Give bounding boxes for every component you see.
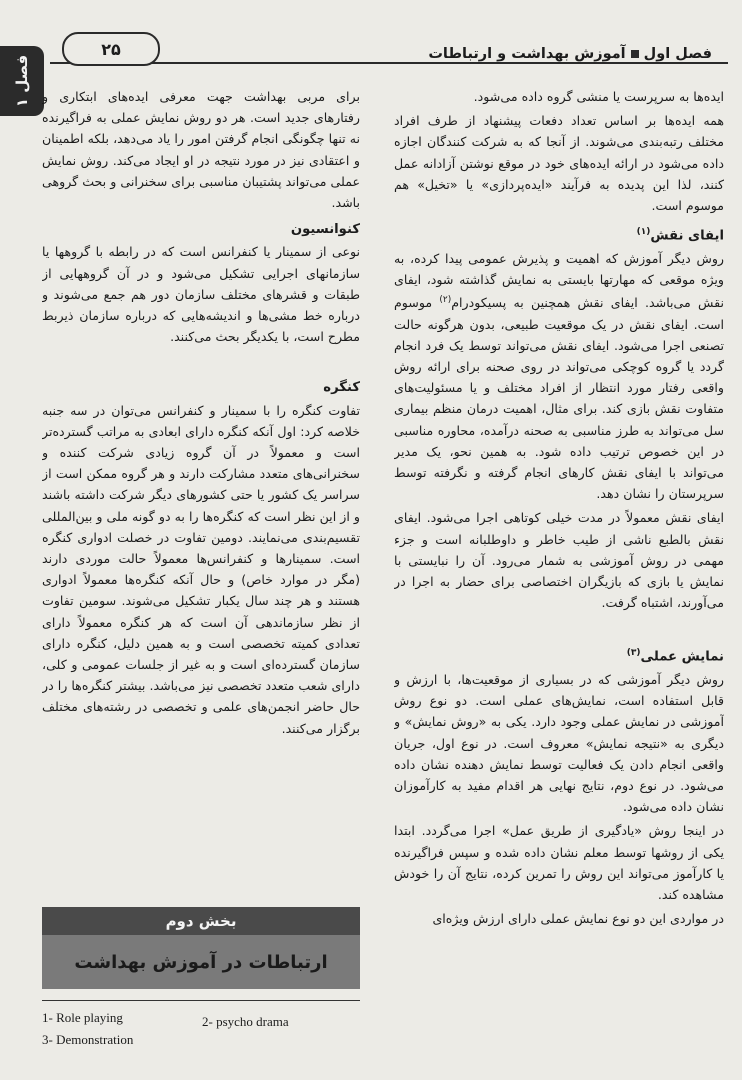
section-title: ارتباطات در آموزش بهداشت — [74, 951, 328, 973]
right-text-column — [394, 86, 724, 1066]
paragraph — [394, 908, 724, 929]
paragraph — [394, 669, 724, 817]
footnote-rule — [42, 1000, 360, 1001]
left-text-column — [42, 86, 360, 866]
footnotes — [42, 1008, 362, 1058]
footnote-3: 3- Demonstration — [42, 1032, 134, 1047]
square-bullet-icon — [631, 50, 639, 58]
running-head-topic: آموزش بهداشت و ارتباطات — [428, 46, 626, 62]
footnote-2: 2- psycho drama — [202, 1014, 289, 1029]
section-heading-box — [42, 907, 360, 989]
footnote-marker: (۱) — [636, 227, 651, 238]
heading-text: کنگره — [323, 380, 360, 396]
paragraph-text: ایفای نقش معمولاً در مدت خیلی کوتاهی اجرا می‌شود. ایفای نقش بالطبع ناشی از طیب خاطر و داوطلبانه است و جزء مهمی در روش آموزشی به شمار می‌رود. آن را نبایستی با نمایش یا بازی که بازیگران اختصاصی برای حضار به اجرا در می‌آورند، اشتباه گرفت. — [394, 510, 724, 611]
running-head — [428, 46, 712, 62]
section-heading — [42, 219, 360, 240]
chapter-side-tab — [0, 46, 44, 116]
section-part-label: بخش دوم — [42, 907, 360, 935]
paragraph-text: همه ایده‌ها بر اساس تعداد دفعات پیشنهاد از طرف افراد مختلف رتبه‌بندی می‌شوند. از آنجا که به شرکت کنندگان اجازه داده می‌شود در ارائه ایده‌های خود در موقع نوشتن آزادانه عمل کنند، لذا این پدیده به فرآیند «ایده‌پردازی» یا «تخیل» هم موسوم است. — [394, 113, 724, 214]
paragraph — [394, 820, 724, 905]
section-heading — [394, 222, 724, 247]
heading-text: نمایش عملی — [640, 649, 724, 665]
paragraph-text: در اینجا روش «یادگیری از طریق عمل» اجرا می‌گردد. ابتدا یکی از روشها توسط معلم نشان داده شده و سپس فراگیرنده یا کارآموز می‌تواند این روش را تمرین کرده، نتایج آن را خودش مشاهده کند. — [394, 823, 724, 903]
paragraph-text: تفاوت کنگره را با سمینار و کنفرانس می‌توان در سه جنبه خلاصه کرد: اول آنکه کنگره دارای ابعادی به مراتب گسترده‌تر است و معمولاً در آن گروه زیادی شرکت کننده و سخنرانی‌های متعدد مشارکت دارند و هر گروه ممکن است از سراسر یک کشور یا حتی کشورهای دیگر شرکت داشته باشند و از این نظر است که کنگره‌ها را به دو گونه ملی و بین‌المللی تقسیم‌بندی می‌نمایند. دومین تفاوت در خصلت ادواری کنگره است. سمینارها و کنفرانس‌ها معمولاً حالت موردی دارند (مگر در موارد خاص) و حال آنکه کنگره‌ها معمولاً ادواری هستند و هر چند سال یکبار تشکیل می‌شوند. سومین تفاوت از نظر سازماندهی آن است که هر کنگره معمولاً دارای تعدادی کمیته تخصصی است و به همین دلیل، کنگره دارای سازمان گسترده‌ای است و به غیر از جلسات عمومی و کلی، دارای شعب متعدد تخصصی نیز می‌باشد. بیشتر کنگره‌ها را در حال حاضر انجمن‌های علمی و تخصصی در رشته‌های مختلف برگزار می‌کنند. — [42, 402, 360, 736]
section-heading — [394, 643, 724, 668]
footnote-marker: (۳) — [626, 648, 641, 659]
section-heading — [42, 377, 360, 398]
paragraph-text: نوعی از سمینار یا کنفرانس است که در رابطه با گروهها یا سازمانهای اجرایی تشکیل می‌شود و در آن گروههایی از طبقات و قشرهای مختلف سازمان دور هم جمع می‌شوند و درباره خط مشی‌ها و اندیشه‌هایی که درباره سازمان ذیربط مطرح است، با یکدیگر بحث می‌کنند. — [42, 244, 360, 345]
page-number-badge — [62, 32, 160, 66]
paragraph — [42, 400, 360, 739]
paragraph — [42, 86, 360, 213]
heading-text: ایفای نقش — [650, 228, 724, 244]
paragraph — [394, 248, 724, 505]
paragraph-text: برای مربی بهداشت جهت معرفی ایده‌های ابتکاری و رفتارهای جدید است. هر دو روش نمایش عملی به فراگیرنده نه تنها چگونگی انجام گرفتن امور را یاد می‌دهد، بلکه اطمینان و اعتقادی نیز در مورد نتیجه در او ایجاد می‌کند. روش نمایش عملی می‌تواند پشتیبان مناسبی برای سخنرانی و بحث گروهی باشد. — [42, 89, 360, 211]
paragraph-text: در مواردی این دو نوع نمایش عملی دارای ارزش ویژه‌ای — [432, 911, 724, 927]
chapter-side-tab-label: فصل ۱ — [13, 54, 31, 108]
page-number: ۲۵ — [101, 39, 121, 59]
heading-text: کنوانسیون — [290, 222, 360, 238]
paragraph-text: ایده‌ها به سرپرست یا منشی گروه داده می‌شود. — [473, 89, 724, 104]
page-header — [50, 32, 728, 70]
paragraph — [42, 241, 360, 347]
paragraph-text: روش دیگر آموزشی که در بسیاری از موقعیت‌ها، با ارزش و قابل استفاده است، نمایش‌های عملی است. دو نوع روش آموزشی در نمایش عملی وجود دارد. یکی به «روش نمایش» و دیگری به «نتیجه نمایش» معروف است. در نوع اول، جریان واقعی انجام دادن یک فعالیت توسط نمایش دهنده نشان داده می‌شود. در نوع دوم، نتایج نهایی هر اقدام مفید به کارآموزان نشان داده می‌شود. — [394, 672, 724, 815]
paragraph — [394, 507, 724, 613]
paragraph-text-continued: موسوم است. ایفای نقش در یک موقعیت طبیعی، بدون هرگونه حالت تصنعی اجرا می‌شود. ایفای نقش می‌تواند توسط یک فرد انجام گردد یا گروه کوچکی می‌تواند در روی صحنه برای ارائه روش واقعی رفتار مورد انتظار از افراد مختلف و یا مسئولیت‌های متفاوت نقش بازی کند. برای مثال، اهمیت درمان منظم بیماری سل می‌تواند به طرز مناسبی به صحنه درآمده، محاوره مناسبی در این خصوص ترتیب داده شود. به همین نحو، یک مدیر می‌تواند با ایفای نقش کارهای انجام گرفته و نگرفته توسط سرپرستان را نشان دهد. — [394, 295, 724, 502]
paragraph — [394, 86, 724, 107]
running-head-chapter: فصل اول — [643, 46, 712, 62]
footnote-marker: (۲) — [439, 295, 452, 306]
paragraph — [394, 110, 724, 216]
paragraph-text: روش دیگر آموزش که اهمیت و پذیرش عمومی پیدا کرده، به ویژه موقعی که مهارتها بایستی به نمایش گذاشته شود، ایفای نقش می‌باشد. ایفای نقش همچنین به پسیکودرام — [394, 250, 724, 311]
footnote-1: 1- Role playing — [42, 1010, 123, 1025]
